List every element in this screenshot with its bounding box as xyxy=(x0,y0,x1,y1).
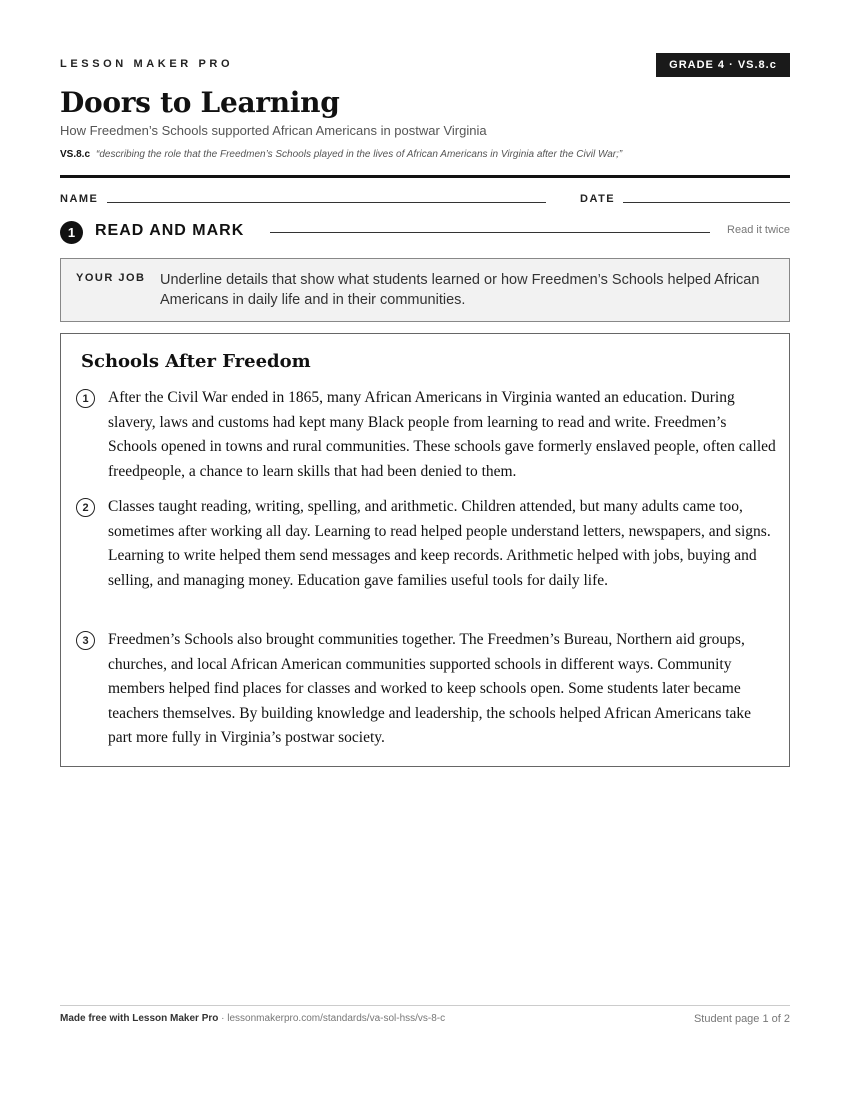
date-label: DATE xyxy=(580,193,616,205)
standard-quote: “describing the role that the Freedmen’s Schools played in the lives of African Americans in Virginia after the Civil War;” xyxy=(96,149,623,160)
page-indicator: Student page 1 of 2 xyxy=(693,1013,790,1025)
footer-credit xyxy=(60,1013,445,1024)
section-divider xyxy=(270,232,710,233)
standard-reference xyxy=(60,149,622,160)
paragraph-number-icon: 3 xyxy=(76,631,95,650)
passage-box xyxy=(60,333,790,767)
paragraph-text: Freedmen’s Schools also brought communities together. The Freedmen’s Bureau, Northern aid groups, churches, and local African American communities supported schools in different ways. Community members helped find places for classes and worked to keep schools open. Some students later became teachers themselves. By building knowledge and leadership, the schools helped African Americans take part more fully in Virginia’s postwar society. xyxy=(108,631,752,747)
footer-url: · lessonmakerpro.com/standards/va-sol-hss/vs-8-c xyxy=(218,1013,446,1024)
header-divider xyxy=(60,175,790,178)
paragraph-number-icon: 1 xyxy=(76,389,95,408)
name-label: NAME xyxy=(60,193,99,205)
footer-made-with: Made free with Lesson Maker Pro xyxy=(60,1013,219,1024)
page-title: Doors to Learning xyxy=(60,86,340,119)
paragraph-text: Classes taught reading, writing, spelling, and arithmetic. Children attended, but many adults came too, sometimes after working all day. Learning to read helped people understand letters, newspapers, and signs. Learning to write helped them send messages and keep records. Arithmetic helped with jobs, buying and selling, and managing money. Education gave families useful tools for daily life. xyxy=(108,498,771,589)
passage-title: Schools After Freedom xyxy=(81,351,311,372)
paragraph-number-icon: 2 xyxy=(76,498,95,517)
job-label: YOUR JOB xyxy=(76,272,146,284)
section-title: READ AND MARK xyxy=(95,222,245,239)
job-box xyxy=(60,258,790,322)
section-number-badge: 1 xyxy=(60,221,83,244)
name-field[interactable] xyxy=(107,202,546,203)
standard-code: VS.8.c xyxy=(60,149,91,160)
page-subtitle: How Freedmen’s Schools supported African Americans in postwar Virginia xyxy=(60,123,487,138)
paragraph-text: After the Civil War ended in 1865, many African Americans in Virginia wanted an education. During slavery, laws and customs had kept many Black people from learning to read and write. Freedmen’s Schools opened in towns and rural communities. These schools gave formerly enslaved people, often called freedpeople, a chance to learn skills that had been denied to them. xyxy=(108,389,776,480)
section-hint: Read it twice xyxy=(727,224,790,236)
footer-divider xyxy=(60,1005,790,1006)
date-field[interactable] xyxy=(623,202,790,203)
brand-name: LESSON MAKER PRO xyxy=(60,58,234,70)
grade-badge: GRADE 4 · VS.8.c xyxy=(656,53,790,77)
job-text: Underline details that show what students learned or how Freedmen’s Schools helped African Americans in daily life and in their communities. xyxy=(160,272,760,308)
